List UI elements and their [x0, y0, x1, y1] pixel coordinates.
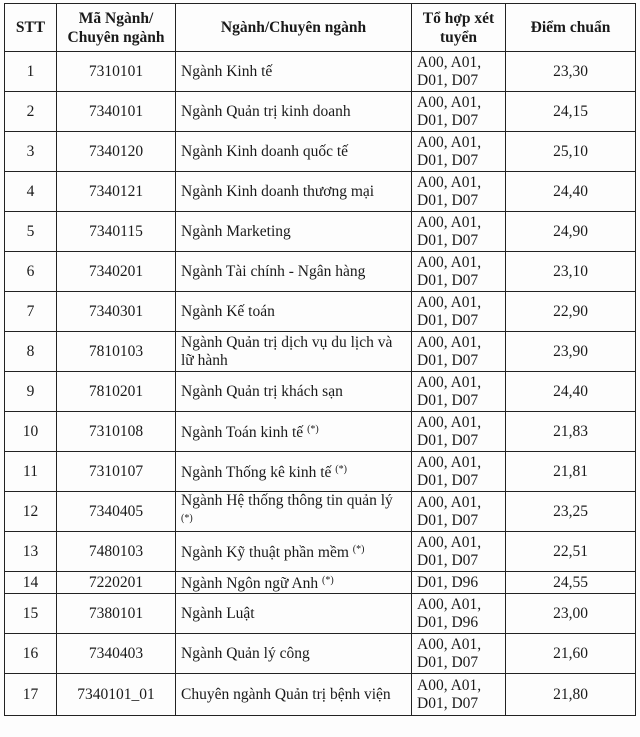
cell-score: 22,51	[506, 532, 636, 572]
cell-stt: 11	[5, 452, 57, 492]
cell-stt: 3	[5, 132, 57, 172]
cell-code: 7310108	[57, 412, 176, 452]
cell-score: 24,40	[506, 372, 636, 412]
cell-combo: A00, A01, D01, D07	[412, 92, 506, 132]
cell-stt: 5	[5, 212, 57, 252]
cell-code: 7340301	[57, 292, 176, 332]
cell-major	[176, 252, 412, 292]
cell-combo: A00, A01, D01, D07	[412, 252, 506, 292]
cell-code: 7340101_01	[57, 674, 176, 716]
header-score: Điểm chuẩn	[506, 4, 636, 52]
cell-combo: A00, A01, D01, D96	[412, 594, 506, 634]
cell-score: 21,80	[506, 674, 636, 716]
header-combo: Tổ hợp xét tuyển	[412, 4, 506, 52]
table-row	[5, 412, 636, 452]
cell-combo: A00, A01, D01, D07	[412, 292, 506, 332]
footnote-marker: (*)	[322, 575, 334, 586]
cell-score: 21,60	[506, 634, 636, 674]
cell-major	[176, 572, 412, 594]
major-name: Ngành Ngôn ngữ Anh	[181, 575, 319, 592]
cell-score: 23,25	[506, 492, 636, 532]
cell-combo: A00, A01, D01, D07	[412, 412, 506, 452]
cell-combo: A00, A01, D01, D07	[412, 452, 506, 492]
cell-major	[176, 292, 412, 332]
table-row	[5, 252, 636, 292]
cell-combo: A00, A01, D01, D07	[412, 372, 506, 412]
cell-score: 24,15	[506, 92, 636, 132]
footnote-marker: (*)	[307, 424, 319, 435]
cell-stt: 8	[5, 332, 57, 372]
cell-code: 7340120	[57, 132, 176, 172]
cell-combo: A00, A01, D01, D07	[412, 212, 506, 252]
cell-code: 7340201	[57, 252, 176, 292]
cell-combo: A00, A01, D01, D07	[412, 332, 506, 372]
cell-code: 7220201	[57, 572, 176, 594]
cell-major	[176, 92, 412, 132]
cell-combo: A00, A01, D01, D07	[412, 132, 506, 172]
footnote-marker: (*)	[335, 464, 347, 475]
cell-code: 7810201	[57, 372, 176, 412]
cell-stt: 14	[5, 572, 57, 594]
cell-score: 23,00	[506, 594, 636, 634]
cell-code: 7310101	[57, 52, 176, 92]
table-row	[5, 532, 636, 572]
major-name: Ngành Quản trị khách sạn	[181, 382, 343, 400]
cell-combo: A00, A01, D01, D07	[412, 492, 506, 532]
major-name: Ngành Kế toán	[181, 302, 275, 320]
table-row	[5, 452, 636, 492]
cell-combo: A00, A01, D01, D07	[412, 674, 506, 716]
cell-combo: A00, A01, D01, D07	[412, 634, 506, 674]
header-code: Mã Ngành/ Chuyên ngành	[57, 4, 176, 52]
cell-stt: 15	[5, 594, 57, 634]
major-name: Ngành Kỹ thuật phần mềm	[181, 544, 349, 561]
cell-major	[176, 172, 412, 212]
cell-stt: 17	[5, 674, 57, 716]
cell-major	[176, 594, 412, 634]
cell-combo: A00, A01, D01, D07	[412, 172, 506, 212]
footnote-marker: (*)	[352, 544, 365, 555]
cell-major	[176, 492, 412, 532]
table-row	[5, 212, 636, 252]
cell-stt: 10	[5, 412, 57, 452]
table-body	[5, 52, 636, 716]
cell-combo: A00, A01, D01, D07	[412, 532, 506, 572]
table-header-row	[5, 4, 636, 52]
cell-code: 7380101	[57, 594, 176, 634]
cell-major	[176, 674, 412, 716]
cell-major	[176, 332, 412, 372]
cell-score: 24,55	[506, 572, 636, 594]
cell-stt: 6	[5, 252, 57, 292]
cell-stt: 12	[5, 492, 57, 532]
cell-score: 24,40	[506, 172, 636, 212]
major-name: Ngành Hệ thống thông tin quản lý	[181, 492, 393, 509]
cell-stt: 2	[5, 92, 57, 132]
cell-score: 24,90	[506, 212, 636, 252]
major-name: Ngành Quản trị kinh doanh	[181, 102, 351, 120]
cell-stt: 4	[5, 172, 57, 212]
cell-score: 21,81	[506, 452, 636, 492]
major-name: Ngành Quản lý công	[181, 644, 310, 662]
cell-code: 7480103	[57, 532, 176, 572]
cell-stt: 7	[5, 292, 57, 332]
admission-score-table	[4, 3, 636, 716]
major-name: Ngành Kinh tế	[181, 62, 273, 80]
cell-major	[176, 412, 412, 452]
major-name: Ngành Tài chính - Ngân hàng	[181, 262, 366, 280]
table-row	[5, 674, 636, 716]
cell-major	[176, 532, 412, 572]
cell-code: 7340405	[57, 492, 176, 532]
table-row	[5, 332, 636, 372]
major-name: Ngành Kinh doanh quốc tế	[181, 142, 349, 160]
cell-code: 7810103	[57, 332, 176, 372]
cell-major	[176, 634, 412, 674]
cell-code: 7340101	[57, 92, 176, 132]
table-row	[5, 52, 636, 92]
major-name: Chuyên ngành Quản trị bệnh viện	[181, 685, 391, 703]
footnote-marker: (*)	[181, 513, 193, 524]
table-row	[5, 572, 636, 594]
major-name: Ngành Luật	[181, 604, 255, 622]
cell-code: 7340121	[57, 172, 176, 212]
cell-combo: A00, A01, D01, D07	[412, 52, 506, 92]
cell-score: 23,90	[506, 332, 636, 372]
major-name: Ngành Kinh doanh thương mại	[181, 182, 375, 200]
cell-major	[176, 372, 412, 412]
table-row	[5, 132, 636, 172]
cell-stt: 16	[5, 634, 57, 674]
major-name: Ngành Thống kê kinh tế	[181, 464, 332, 481]
cell-stt: 13	[5, 532, 57, 572]
table-row	[5, 634, 636, 674]
cell-code: 7340403	[57, 634, 176, 674]
cell-code: 7310107	[57, 452, 176, 492]
cell-major	[176, 452, 412, 492]
table-row	[5, 594, 636, 634]
cell-major	[176, 52, 412, 92]
cell-score: 25,10	[506, 132, 636, 172]
cell-stt: 1	[5, 52, 57, 92]
table-row	[5, 372, 636, 412]
table-row	[5, 292, 636, 332]
major-name: Ngành Quản trị dịch vụ du lịch và lữ hành	[181, 333, 393, 369]
cell-score: 23,30	[506, 52, 636, 92]
table-row	[5, 492, 636, 532]
cell-score: 23,10	[506, 252, 636, 292]
cell-score: 21,83	[506, 412, 636, 452]
major-name: Ngành Toán kinh tế	[181, 424, 304, 441]
cell-stt: 9	[5, 372, 57, 412]
cell-combo: D01, D96	[412, 572, 506, 594]
header-stt: STT	[5, 4, 57, 52]
cell-score: 22,90	[506, 292, 636, 332]
table-row	[5, 92, 636, 132]
cell-major	[176, 132, 412, 172]
cell-code: 7340115	[57, 212, 176, 252]
table-row	[5, 172, 636, 212]
major-name: Ngành Marketing	[181, 222, 291, 240]
cell-major	[176, 212, 412, 252]
header-major: Ngành/Chuyên ngành	[176, 4, 412, 52]
